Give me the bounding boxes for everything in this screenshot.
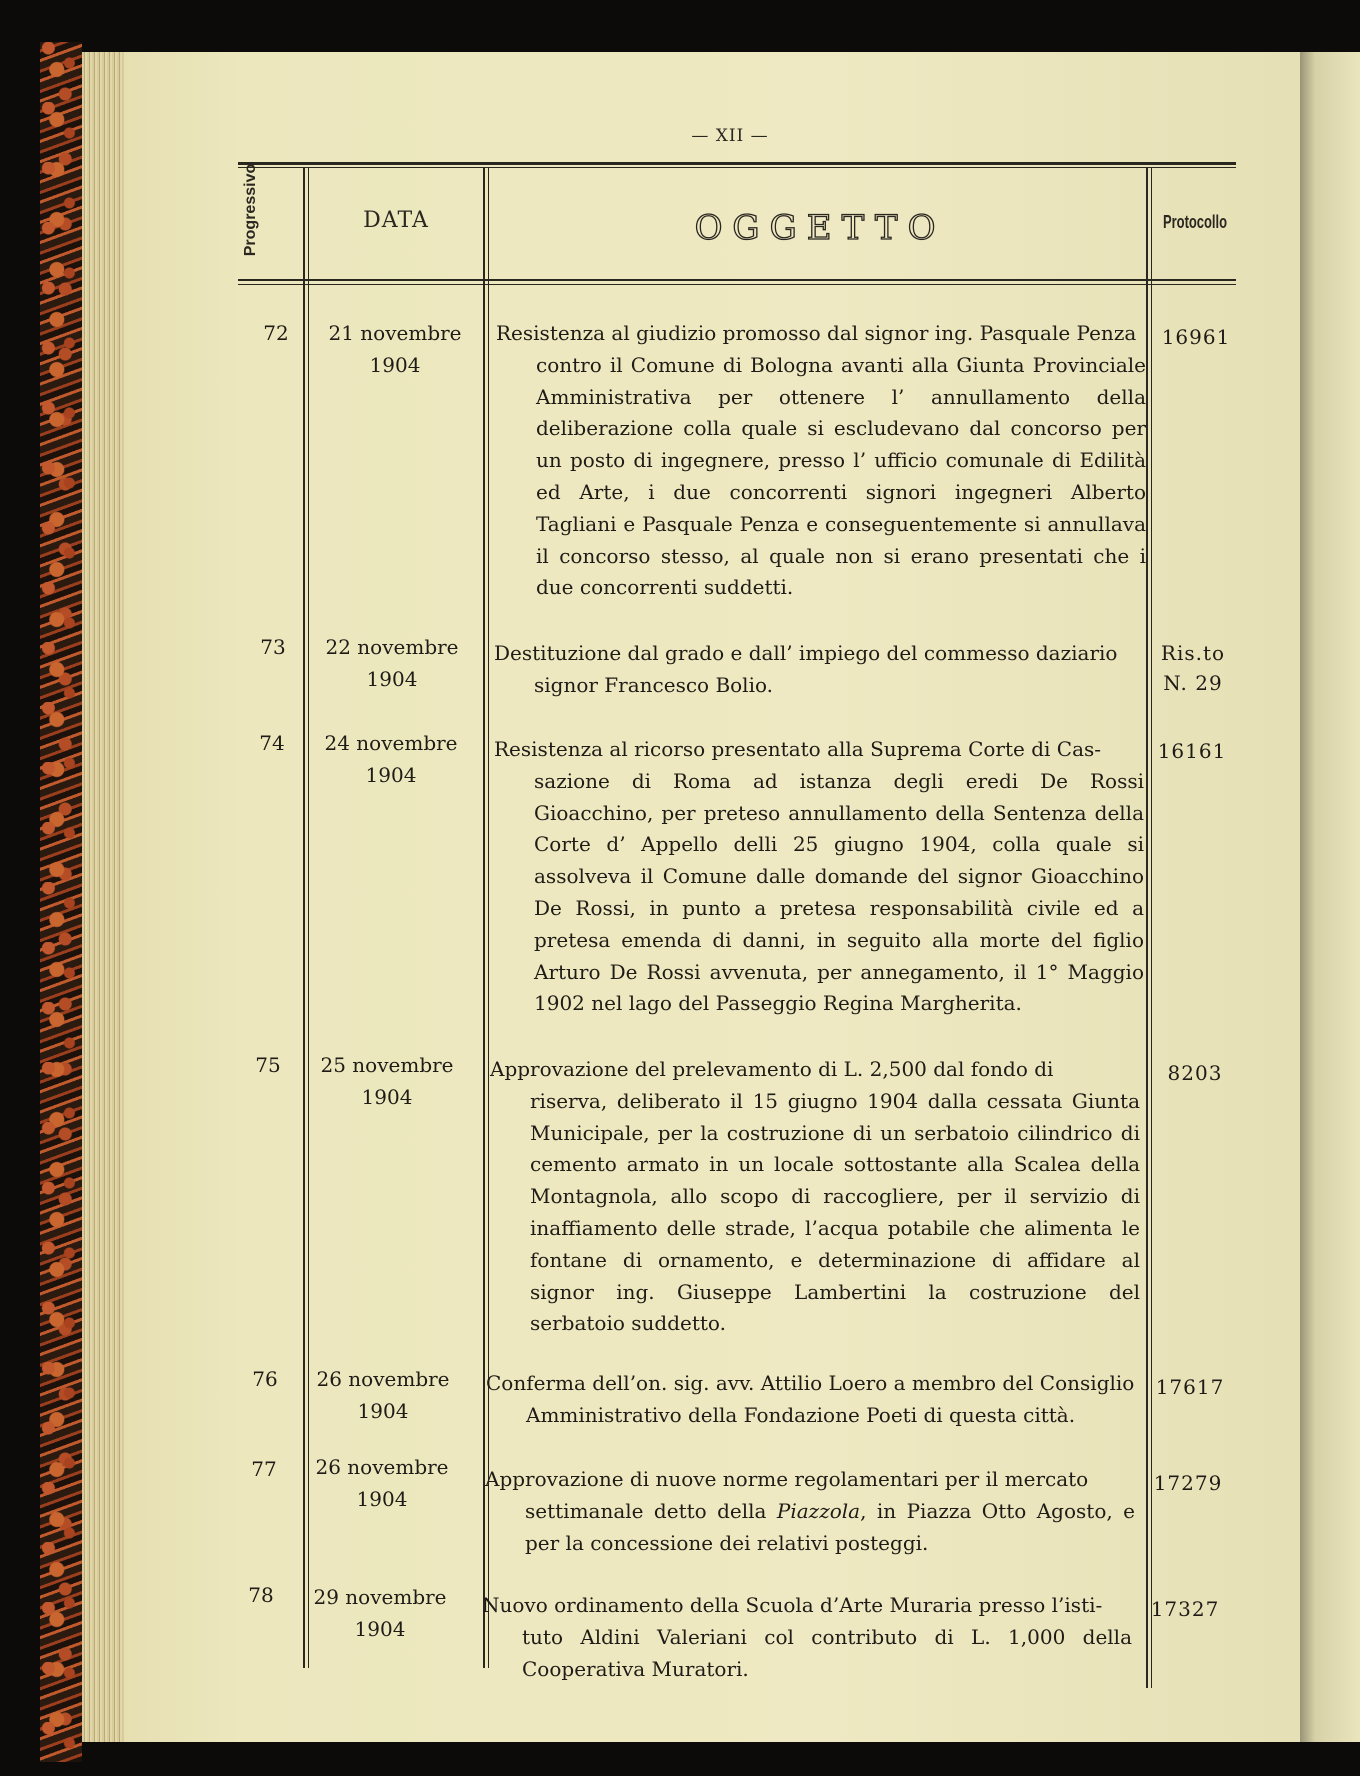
row-protocollo-line-2: N. 29 (1163, 671, 1223, 695)
row-protocollo: Ris.to (1160, 641, 1226, 665)
row-subject (494, 638, 1144, 702)
column-divider-2b (488, 168, 489, 1668)
column-divider-3 (1146, 168, 1148, 1688)
row-subject (490, 1054, 1140, 1340)
row-protocollo: 16961 (1161, 325, 1231, 349)
row-subject (486, 1368, 1136, 1432)
row-subject-first-line: Destituzione dal grado e dall’ impiego del commesso daziario (494, 641, 1118, 665)
header-rule-thin (238, 284, 1236, 285)
row-date-day: 24 novembre (324, 731, 458, 755)
row-subject-continuation (485, 1496, 1135, 1560)
row-subject (485, 1464, 1135, 1559)
row-date-year: 1904 (354, 1617, 406, 1641)
row-subject-first-line: Resistenza al ricorso presentato alla Suprema Corte di Cas- (494, 737, 1102, 761)
row-subject-continuation: riserva, deliberato il 15 giugno 1904 dalla cessata Giunta Municipale, per la costruzione di un serbatoio cilindrico di cemento armato in un locale sottostante alla Scalea della Montagnola, allo scopo di raccogliere, per il servizio di inaffiamento delle strade, l’acqua potabile che alimenta le fontane di ornamento, e determinazione di affidare al signor ing. Giuseppe Lambertini la costruzione del serbatoio suddetto. (530, 1088, 1140, 1336)
column-divider-1 (303, 168, 305, 1668)
row-subject-continuation: sazione di Roma ad istanza degli eredi De Rossi Gioacchino, per preteso annullamento della Sentenza della Corte d’ Appello delli 25 giugno 1904, colla quale si assolveva il Comune dalle domande del signor Gioacchino De Rossi, in punto a pretesa responsabilità civile ed a pretesa emenda di danni, in seguito alla morte del figlio Arturo De Rossi avvenuta, per annegamento, il 1° Maggio 1902 nel lago del Passeggio Regina Margherita. (534, 768, 1144, 1016)
row-date-year: 1904 (357, 1399, 409, 1423)
page-edges (82, 52, 128, 1742)
row-date-day: 26 novembre (316, 1367, 450, 1391)
row-date-day: 22 novembre (325, 635, 459, 659)
header-rule (238, 279, 1236, 281)
row-number: 76 (252, 1367, 278, 1391)
row-number: 74 (259, 731, 285, 755)
row-subject-text: , in Piazza Otto Agosto, e per la concessione dei relativi posteggi. (525, 1498, 1135, 1555)
row-date-day: 21 novembre (328, 321, 462, 345)
row-date-year: 1904 (365, 763, 417, 787)
top-rule (238, 162, 1236, 165)
row-date-day: 26 novembre (315, 1455, 449, 1479)
top-rule-thin (238, 167, 1236, 168)
row-protocollo: 17327 (1150, 1597, 1220, 1621)
row-protocollo: 16161 (1157, 739, 1227, 763)
facing-page-edge (1300, 52, 1360, 1742)
row-date-day: 25 novembre (320, 1053, 454, 1077)
row-subject (496, 318, 1146, 604)
row-protocollo: 17617 (1155, 1375, 1225, 1399)
row-protocollo: 8203 (1167, 1061, 1223, 1085)
column-header-data: DATA (363, 208, 429, 233)
column-divider-2 (483, 168, 485, 1668)
row-date-year: 1904 (356, 1487, 408, 1511)
row-subject-first-line: Approvazione del prelevamento di L. 2,500 dal fondo di (490, 1057, 1054, 1081)
row-subject-text: settimanale detto della (525, 1498, 777, 1523)
row-subject-first-line: Approvazione di nuove norme regolamentari per il mercato (485, 1467, 1089, 1491)
row-number: 72 (263, 321, 289, 345)
row-subject-first-line: Nuovo ordinamento della Scuola d’Arte Muraria presso l’isti- (482, 1593, 1103, 1617)
row-subject-continuation: contro il Comune di Bologna avanti alla Giunta Provinciale Amministrativa per ottenere l’ annullamento della deliberazione colla quale si escludevano dal concorso per un posto di ingegnere, presso l’ ufficio comunale di Edilità ed Arte, i due concorrenti signori ingegneri Alberto Tagliani e Pasquale Penza e conseguentemente si annullava il concorso stesso, al quale non si erano presentati che i due concorrenti suddetti. (536, 352, 1146, 600)
row-number: 75 (255, 1053, 281, 1077)
row-subject-continuation: signor Francesco Bolio. (534, 672, 774, 697)
row-subject-first-line: Resistenza al giudizio promosso dal signor ing. Pasquale Penza (496, 321, 1137, 345)
column-divider-1b (308, 168, 309, 1668)
row-date-year: 1904 (369, 353, 421, 377)
row-date-day: 29 novembre (313, 1585, 447, 1609)
row-subject-first-line: Conferma dell’on. sig. avv. Attilio Loero a membro del Consiglio (486, 1371, 1135, 1395)
row-protocollo: 17279 (1153, 1471, 1223, 1495)
book-binding (40, 42, 82, 1762)
column-header-protocollo: Protocollo (1162, 212, 1228, 232)
row-number: 78 (248, 1583, 274, 1607)
page-number: — XII — (691, 126, 769, 146)
column-divider-3b (1151, 168, 1152, 1688)
row-subject-italic: Piazzola (776, 1498, 861, 1523)
column-header-progressivo: Progressivo (242, 163, 259, 257)
row-date-year: 1904 (361, 1085, 413, 1109)
row-subject-continuation: Amministrativo della Fondazione Poeti di questa città. (526, 1402, 1076, 1427)
row-date-year: 1904 (366, 667, 418, 691)
row-subject (494, 734, 1144, 1020)
column-header-oggetto: OGGETTO (694, 208, 946, 248)
row-subject-continuation: tuto Aldini Valeriani col contributo di L. 1,000 della Cooperativa Muratori. (522, 1624, 1132, 1681)
row-number: 77 (251, 1457, 277, 1481)
row-subject (482, 1590, 1132, 1685)
row-number: 73 (260, 635, 286, 659)
